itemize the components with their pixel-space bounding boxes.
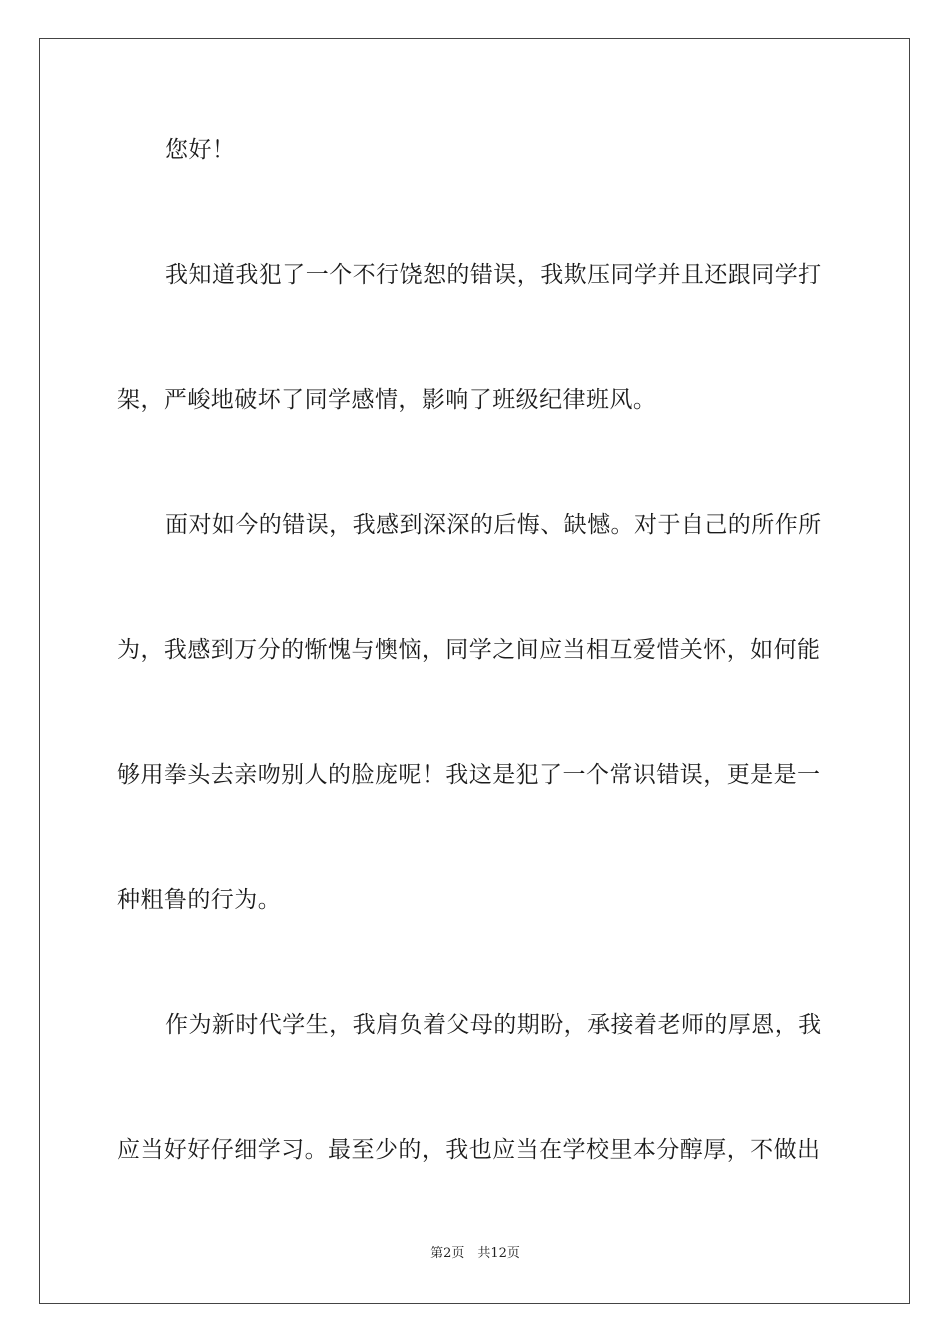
body-line: 够用拳头去亲吻别人的脸庞呢！我这是犯了一个常识错误，更是是一 (117, 762, 821, 788)
body-line: 我知道我犯了一个不行饶恕的错误，我欺压同学并且还跟同学打 (165, 262, 822, 288)
page-number-footer: 第2页 共12页 (430, 1246, 520, 1261)
body-line: 为，我感到万分的惭愧与懊恼，同学之间应当相互爱惜关怀，如何能 (117, 637, 821, 663)
page-border (39, 38, 910, 1304)
greeting-line: 您好！ (165, 137, 236, 163)
body-line: 架，严峻地破坏了同学感情，影响了班级纪律班风。 (117, 387, 657, 413)
body-line: 种粗鲁的行为。 (117, 887, 282, 913)
body-line: 应当好好仔细学习。最至少的，我也应当在学校里本分醇厚，不做出 (117, 1137, 821, 1163)
body-line: 作为新时代学生，我肩负着父母的期盼，承接着老师的厚恩，我 (165, 1012, 822, 1038)
body-line: 面对如今的错误，我感到深深的后悔、缺憾。对于自己的所作所 (165, 512, 822, 538)
